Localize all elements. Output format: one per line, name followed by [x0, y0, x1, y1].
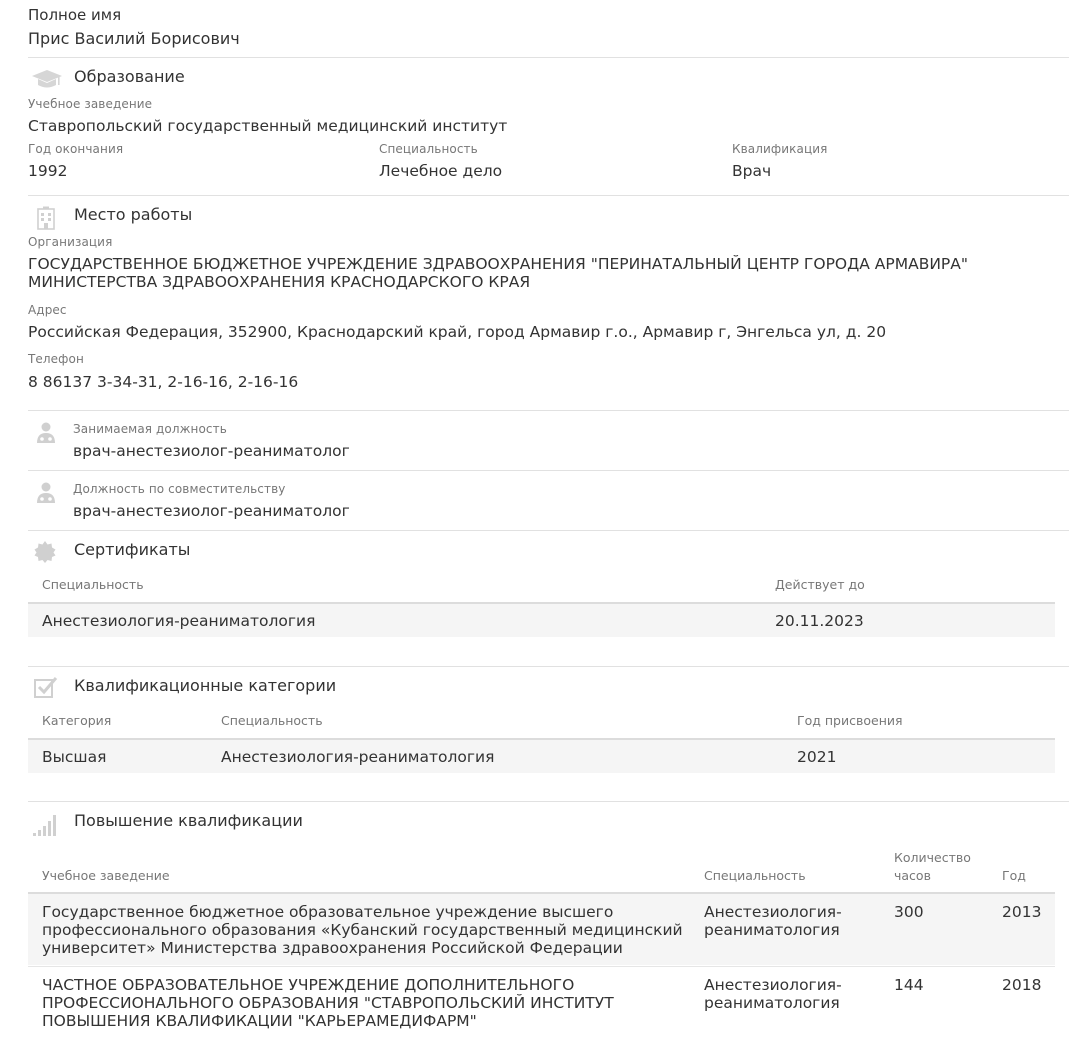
training-year: 2013 [1002, 903, 1042, 921]
doctor-icon [36, 422, 56, 444]
education-qualification: Врач [732, 162, 772, 180]
checkbox-checked-icon [34, 676, 58, 698]
category-specialty: Анестезиология-реаниматология [221, 748, 495, 766]
education-institution-label: Учебное заведение [28, 97, 153, 111]
training-institution-line1: ЧАСТНОЕ ОБРАЗОВАТЕЛЬНОЕ УЧРЕЖДЕНИЕ ДОПОЛНИТЕЛЬНОГО [42, 976, 575, 994]
divider [28, 666, 1069, 667]
workplace-org-line1: ГОСУДАРСТВЕННОЕ БЮДЖЕТНОЕ УЧРЕЖДЕНИЕ ЗДРАВООХРАНЕНИЯ "ПЕРИНАТАЛЬНЫЙ ЦЕНТР ГОРОДА АРМАВИРА" [28, 255, 969, 273]
training-title: Повышение квалификации [74, 811, 303, 830]
workplace-phone: 8 86137 3-34-31, 2-16-16, 2-16-16 [28, 373, 299, 391]
workplace-phone-label: Телефон [28, 352, 84, 366]
workplace-title: Место работы [74, 205, 193, 224]
table-row [28, 604, 1055, 637]
certificates-col-specialty: Специальность [42, 577, 144, 592]
table-row [28, 967, 1055, 1037]
full-name-value: Прис Василий Борисович [28, 29, 240, 48]
divider [28, 470, 1069, 471]
training-col-specialty: Специальность [704, 868, 806, 883]
position-value: врач-анестезиолог-реаниматолог [73, 442, 350, 460]
training-institution-line1: Государственное бюджетное образовательное учреждение высшего [42, 903, 614, 921]
categories-col-category: Категория [42, 713, 112, 728]
education-qualification-label: Квалификация [732, 142, 828, 156]
training-specialty-line2: реаниматология [704, 921, 840, 939]
secondary-position-label: Должность по совместительству [73, 482, 286, 496]
certificate-specialty: Анестезиология-реаниматология [42, 612, 316, 630]
categories-col-year: Год присвоения [797, 713, 903, 728]
training-year: 2018 [1002, 976, 1042, 994]
full-name-label: Полное имя [28, 6, 122, 24]
category-year: 2021 [797, 748, 837, 766]
education-year-label: Год окончания [28, 142, 124, 156]
training-hours: 300 [894, 903, 924, 921]
education-title: Образование [74, 67, 185, 86]
education-institution: Ставропольский государственный медицинский институт [28, 117, 508, 135]
workplace-org-line2: МИНИСТЕРСТВА ЗДРАВООХРАНЕНИЯ КРАСНОДАРСКОГО КРАЯ [28, 273, 531, 291]
categories-col-specialty: Специальность [221, 713, 323, 728]
doctor-icon [36, 482, 56, 504]
training-specialty-line2: реаниматология [704, 994, 840, 1012]
categories-title: Квалификационные категории [74, 676, 337, 695]
divider [28, 530, 1069, 531]
divider [28, 57, 1069, 58]
secondary-position-value: врач-анестезиолог-реаниматолог [73, 502, 350, 520]
training-institution-line2: профессионального образования «Кубанский государственный медицинский [42, 921, 683, 939]
training-col-year: Год [1002, 868, 1026, 883]
workplace-org-label: Организация [28, 235, 113, 249]
training-institution-line3: ПОВЫШЕНИЯ КВАЛИФИКАЦИИ "КАРЬЕРАМЕДИФАРМ" [42, 1012, 477, 1030]
table-row [28, 894, 1055, 965]
training-institution-line2: ПРОФЕССИОНАЛЬНОГО ОБРАЗОВАНИЯ "СТАВРОПОЛЬСКИЙ ИНСТИТУТ [42, 994, 614, 1012]
divider [28, 801, 1069, 802]
divider [28, 195, 1069, 196]
table-row [28, 740, 1055, 773]
category-name: Высшая [42, 748, 107, 766]
training-specialty-line1: Анестезиология- [704, 903, 842, 921]
graduation-cap-icon [31, 69, 63, 91]
position-label: Занимаемая должность [73, 422, 227, 436]
divider [28, 410, 1069, 411]
education-year: 1992 [28, 162, 68, 180]
training-col-hours-line1: Количество [894, 850, 971, 865]
building-icon [36, 206, 56, 230]
training-specialty-line1: Анестезиология- [704, 976, 842, 994]
training-institution-line3: университет» Министерства здравоохранения Российской Федерации [42, 939, 623, 957]
workplace-address-label: Адрес [28, 303, 67, 317]
workplace-address: Российская Федерация, 352900, Краснодарский край, город Армавир г.о., Армавир г, Энгельса ул, д. 20 [28, 323, 887, 341]
certificate-seal-icon [34, 541, 56, 563]
certificates-title: Сертификаты [74, 540, 191, 559]
certificate-valid-until: 20.11.2023 [775, 612, 864, 630]
signal-bars-icon [33, 812, 59, 836]
education-specialty-label: Специальность [379, 142, 478, 156]
certificates-col-valid: Действует до [775, 577, 865, 592]
training-col-institution: Учебное заведение [42, 868, 170, 883]
training-col-hours-line2: часов [894, 868, 931, 883]
education-specialty: Лечебное дело [379, 162, 503, 180]
training-hours: 144 [894, 976, 924, 994]
